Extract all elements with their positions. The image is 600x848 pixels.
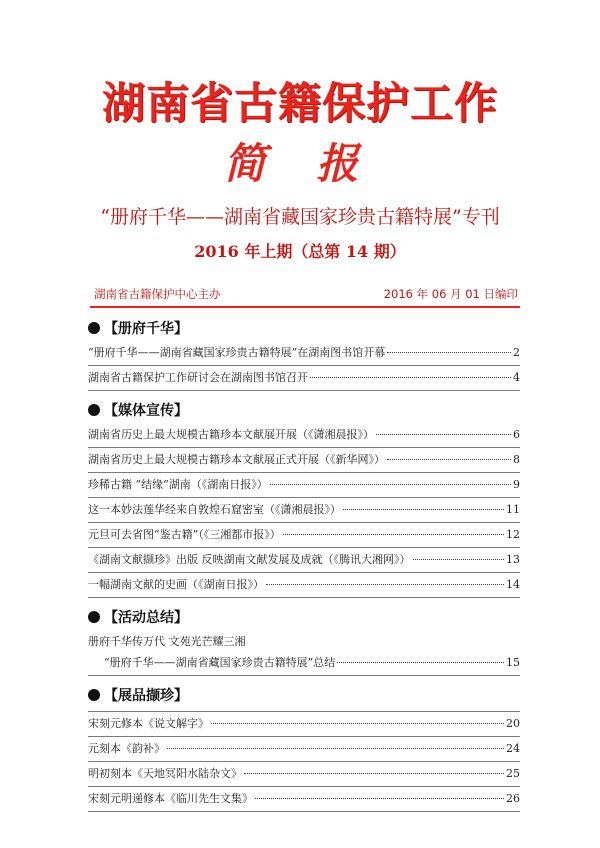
toc-entry[interactable]: 《湖南文献撷珍》出版 反映湖南文献发展及成就（《腾讯大湘网》） 13	[88, 553, 520, 566]
header-divider	[90, 306, 520, 308]
divider	[88, 736, 520, 737]
issue-number: 2016 年上期（总第 14 期）	[194, 242, 406, 261]
toc-section-heading: 【展品撷珍】	[88, 683, 520, 709]
divider	[88, 472, 520, 473]
divider	[88, 572, 520, 573]
toc-entry[interactable]: 湖南省历史上最大规模古籍珍本文献展正式开展（《新华网》） 8	[88, 453, 520, 466]
toc-entry[interactable]: 元旦可去省图“鉴古籍”（《三湘都市报》） 12	[88, 528, 520, 541]
bulletin-title: 湖南省古籍保护工作	[102, 79, 498, 129]
toc-section-heading: 【册府千华】	[88, 316, 520, 342]
toc-entry[interactable]: 宋刻元明递修本《临川先生文集》 26	[88, 792, 520, 805]
toc-entry[interactable]: 这一本妙法莲华经来自敦煌石窟密室（《潇湘晨报》） 11	[88, 503, 520, 516]
divider	[88, 522, 520, 523]
bullet-icon	[88, 611, 100, 623]
organizer: 湖南省古籍保护中心主办	[94, 287, 221, 301]
publication-date: 2016 年 06 月 01 日编印	[383, 287, 518, 301]
toc-entry[interactable]: 元刻本《韵补》 24	[88, 742, 520, 755]
toc-section-heading: 【媒体宣传】	[88, 398, 520, 424]
divider	[88, 811, 520, 812]
bullet-icon	[88, 689, 100, 701]
divider	[88, 711, 520, 712]
toc-section-heading: 【活动总结】	[88, 605, 520, 631]
toc-entry[interactable]: 宋刻元修本《说文解字》 20	[88, 717, 520, 730]
bullet-icon	[88, 404, 100, 416]
toc-entry[interactable]: “册府千华——湖南省藏国家珍贵古籍特展”总结 15	[104, 656, 520, 669]
bullet-icon	[88, 322, 100, 334]
toc-entry[interactable]: 明初刻本《天地冥阳水陆杂文》 25	[88, 767, 520, 780]
toc-entry[interactable]: “册府千华——湖南省藏国家珍贵古籍特展”在湖南图书馆开幕 2	[88, 346, 520, 359]
divider	[88, 365, 520, 366]
divider	[88, 497, 520, 498]
divider	[88, 447, 520, 448]
toc-entry[interactable]: 珍稀古籍 “结缘”湖南（《湖南日报》） 9	[88, 478, 520, 491]
bulletin-subtitle: 简 报	[223, 139, 377, 188]
divider	[88, 597, 520, 598]
divider	[88, 761, 520, 762]
divider	[88, 786, 520, 787]
divider	[88, 390, 520, 391]
toc-entry[interactable]: 一幅湖南文献的史画（《湖南日报》） 14	[88, 578, 520, 591]
toc-entry[interactable]: 湖南省历史上最大规模古籍珍本文献展开展（《潇湘晨报》） 6	[88, 428, 520, 441]
special-issue-title: “册府千华——湖南省藏国家珍贵古籍特展”专刊	[100, 206, 500, 228]
divider	[88, 547, 520, 548]
divider	[88, 675, 520, 676]
table-of-contents	[88, 316, 520, 813]
toc-entry[interactable]: 湖南省古籍保护工作研讨会在湖南图书馆召开 4	[88, 371, 520, 384]
toc-intro-text: 册府千华传万代 文苑光芒耀三湘	[88, 635, 246, 648]
